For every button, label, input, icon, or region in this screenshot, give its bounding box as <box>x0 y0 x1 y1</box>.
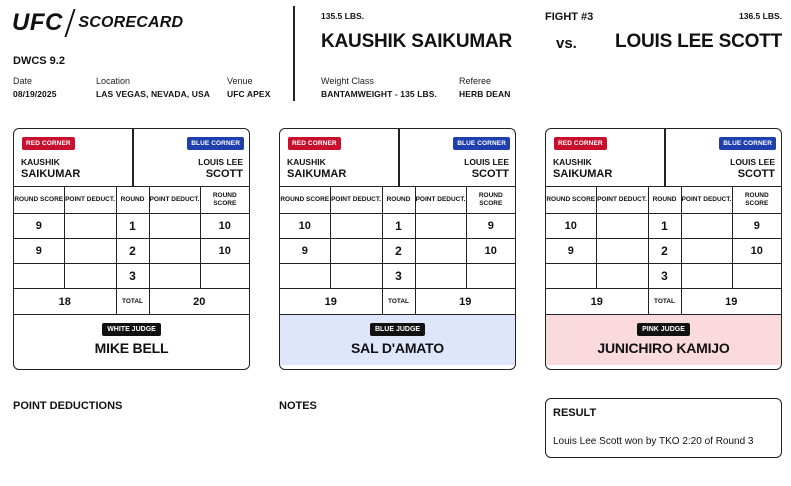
score-table <box>14 187 249 315</box>
round-number: 3 <box>382 264 415 289</box>
round-row <box>280 239 515 264</box>
judge-name: JUNICHIRO KAMIJO <box>597 340 730 356</box>
blue-point-deduction <box>681 214 732 239</box>
blue-weight: 136.5 LBS. <box>739 11 782 21</box>
red-round-score-header: ROUND SCORE <box>280 187 330 214</box>
weight-class-value: BANTAMWEIGHT - 135 LBS. <box>321 89 437 99</box>
blue-round-score-header: ROUND SCORE <box>200 187 249 214</box>
red-corner-badge: RED CORNER <box>554 137 607 150</box>
red-corner-badge: RED CORNER <box>22 137 75 150</box>
red-last-name: SAIKUMAR <box>21 168 81 180</box>
blue-total: 20 <box>149 289 249 315</box>
judge-scorecard-1 <box>13 128 250 370</box>
judge-footer <box>280 315 515 365</box>
blue-first-name: LOUIS LEE <box>464 157 509 167</box>
judge-name: SAL D'AMATO <box>351 340 444 356</box>
red-round-score: 9 <box>546 239 596 264</box>
header-divider <box>293 6 295 101</box>
location-label: Location <box>96 76 131 86</box>
round-header: ROUND <box>382 187 415 214</box>
blue-round-score-header: ROUND SCORE <box>732 187 781 214</box>
score-table-header <box>280 187 515 214</box>
round-number: 3 <box>648 264 681 289</box>
judge-badge: PINK JUDGE <box>637 323 690 336</box>
red-point-deduct-header: POINT DEDUCT. <box>596 187 648 214</box>
score-table-header <box>546 187 781 214</box>
red-round-score: 10 <box>546 214 596 239</box>
red-last-name: SAIKUMAR <box>553 168 613 180</box>
judge-scorecard-3 <box>545 128 782 370</box>
total-row <box>14 289 249 315</box>
fight-number: FIGHT #3 <box>545 11 594 23</box>
round-row <box>546 264 781 289</box>
round-row <box>546 239 781 264</box>
card-header <box>280 129 515 187</box>
blue-round-score: 9 <box>732 214 781 239</box>
vs-label: vs. <box>556 35 577 52</box>
red-point-deduction <box>330 264 382 289</box>
red-point-deduction <box>596 214 648 239</box>
blue-point-deduction <box>415 239 466 264</box>
round-row <box>14 239 249 264</box>
red-first-name: KAUSHIK <box>287 157 326 167</box>
blue-corner-badge: BLUE CORNER <box>187 137 244 150</box>
red-round-score <box>546 264 596 289</box>
blue-corner-badge: BLUE CORNER <box>453 137 510 150</box>
scorecard-label: SCORECARD <box>78 14 184 31</box>
red-round-score-header: ROUND SCORE <box>14 187 64 214</box>
blue-point-deduction <box>681 239 732 264</box>
score-table <box>280 187 515 315</box>
point-deductions-title: POINT DEDUCTIONS <box>13 400 123 412</box>
blue-last-name: SCOTT <box>205 168 243 180</box>
total-label: TOTAL <box>116 289 149 315</box>
round-number: 1 <box>382 214 415 239</box>
total-label: TOTAL <box>648 289 681 315</box>
blue-point-deduction <box>149 239 200 264</box>
red-first-name: KAUSHIK <box>553 157 592 167</box>
red-round-score: 9 <box>14 239 64 264</box>
round-number: 2 <box>116 239 149 264</box>
judge-footer <box>546 315 781 365</box>
red-point-deduction <box>64 264 116 289</box>
red-first-name: KAUSHIK <box>21 157 60 167</box>
blue-corner-badge: BLUE CORNER <box>719 137 776 150</box>
red-point-deduction <box>596 239 648 264</box>
red-round-score <box>14 264 64 289</box>
judge-scorecard-2 <box>279 128 516 370</box>
blue-last-name: SCOTT <box>471 168 509 180</box>
event-name: DWCS 9.2 <box>13 55 65 67</box>
result-box <box>545 398 782 458</box>
round-number: 3 <box>116 264 149 289</box>
blue-total: 19 <box>681 289 781 315</box>
total-row <box>546 289 781 315</box>
blue-first-name: LOUIS LEE <box>730 157 775 167</box>
blue-round-score <box>732 264 781 289</box>
blue-point-deduct-header: POINT DEDUCT. <box>681 187 732 214</box>
red-point-deduction <box>64 239 116 264</box>
score-table <box>546 187 781 315</box>
round-row <box>546 214 781 239</box>
blue-round-score-header: ROUND SCORE <box>466 187 515 214</box>
round-row <box>280 264 515 289</box>
red-weight: 135.5 LBS. <box>321 11 364 21</box>
red-corner-name <box>287 156 346 180</box>
blue-round-score: 10 <box>200 239 249 264</box>
round-header: ROUND <box>116 187 149 214</box>
round-number: 1 <box>116 214 149 239</box>
blue-point-deduct-header: POINT DEDUCT. <box>149 187 200 214</box>
result-title: RESULT <box>553 407 597 419</box>
blue-round-score: 10 <box>732 239 781 264</box>
ufc-scorecard-logo <box>12 8 183 38</box>
venue-label: Venue <box>227 76 253 86</box>
blue-fighter-name: LOUIS LEE SCOTT <box>615 31 782 52</box>
round-number: 1 <box>648 214 681 239</box>
blue-point-deduction <box>415 264 466 289</box>
red-total: 19 <box>280 289 382 315</box>
round-number: 2 <box>648 239 681 264</box>
referee-value: HERB DEAN <box>459 89 511 99</box>
total-label: TOTAL <box>382 289 415 315</box>
red-round-score: 9 <box>14 214 64 239</box>
red-point-deduction <box>330 214 382 239</box>
blue-round-score: 10 <box>466 239 515 264</box>
ufc-logo-text: UFC <box>12 9 63 36</box>
date-label: Date <box>13 76 33 86</box>
blue-point-deduction <box>681 264 732 289</box>
blue-corner-name <box>198 156 243 180</box>
blue-point-deduction <box>415 214 466 239</box>
red-point-deduct-header: POINT DEDUCT. <box>330 187 382 214</box>
card-header <box>14 129 249 187</box>
blue-corner-name <box>464 156 509 180</box>
corner-divider <box>664 129 666 186</box>
card-header <box>546 129 781 187</box>
red-corner-name <box>553 156 612 180</box>
blue-first-name: LOUIS LEE <box>198 157 243 167</box>
location-value: LAS VEGAS, NEVADA, USA <box>96 89 210 99</box>
judge-badge: BLUE JUDGE <box>370 323 425 336</box>
weight-class-label: Weight Class <box>321 76 374 86</box>
date-value: 08/19/2025 <box>13 89 57 99</box>
blue-point-deduct-header: POINT DEDUCT. <box>415 187 466 214</box>
red-point-deduction <box>596 264 648 289</box>
red-total: 19 <box>546 289 648 315</box>
round-row <box>14 214 249 239</box>
red-point-deduct-header: POINT DEDUCT. <box>64 187 116 214</box>
blue-corner-name <box>730 156 775 180</box>
red-round-score-header: ROUND SCORE <box>546 187 596 214</box>
total-row <box>280 289 515 315</box>
logo-divider <box>64 9 75 37</box>
red-total: 18 <box>14 289 116 315</box>
red-round-score <box>280 264 330 289</box>
blue-round-score <box>200 264 249 289</box>
red-round-score: 10 <box>280 214 330 239</box>
red-point-deduction <box>330 239 382 264</box>
corner-divider <box>398 129 400 186</box>
round-header: ROUND <box>648 187 681 214</box>
result-text: Louis Lee Scott won by TKO 2:20 of Round 3 <box>553 436 754 447</box>
judge-badge: WHITE JUDGE <box>102 323 161 336</box>
notes-title: NOTES <box>279 400 317 412</box>
red-point-deduction <box>64 214 116 239</box>
score-table-header <box>14 187 249 214</box>
judge-footer <box>14 315 249 365</box>
blue-round-score: 9 <box>466 214 515 239</box>
red-last-name: SAIKUMAR <box>287 168 347 180</box>
blue-point-deduction <box>149 264 200 289</box>
round-row <box>280 214 515 239</box>
referee-label: Referee <box>459 76 492 86</box>
red-corner-name <box>21 156 80 180</box>
venue-value: UFC APEX <box>227 89 271 99</box>
red-corner-badge: RED CORNER <box>288 137 341 150</box>
corner-divider <box>132 129 134 186</box>
blue-round-score: 10 <box>200 214 249 239</box>
red-round-score: 9 <box>280 239 330 264</box>
blue-round-score <box>466 264 515 289</box>
blue-total: 19 <box>415 289 515 315</box>
blue-point-deduction <box>149 214 200 239</box>
round-row <box>14 264 249 289</box>
judge-name: MIKE BELL <box>94 340 169 356</box>
red-fighter-name: KAUSHIK SAIKUMAR <box>321 31 513 52</box>
round-number: 2 <box>382 239 415 264</box>
blue-last-name: SCOTT <box>737 168 775 180</box>
